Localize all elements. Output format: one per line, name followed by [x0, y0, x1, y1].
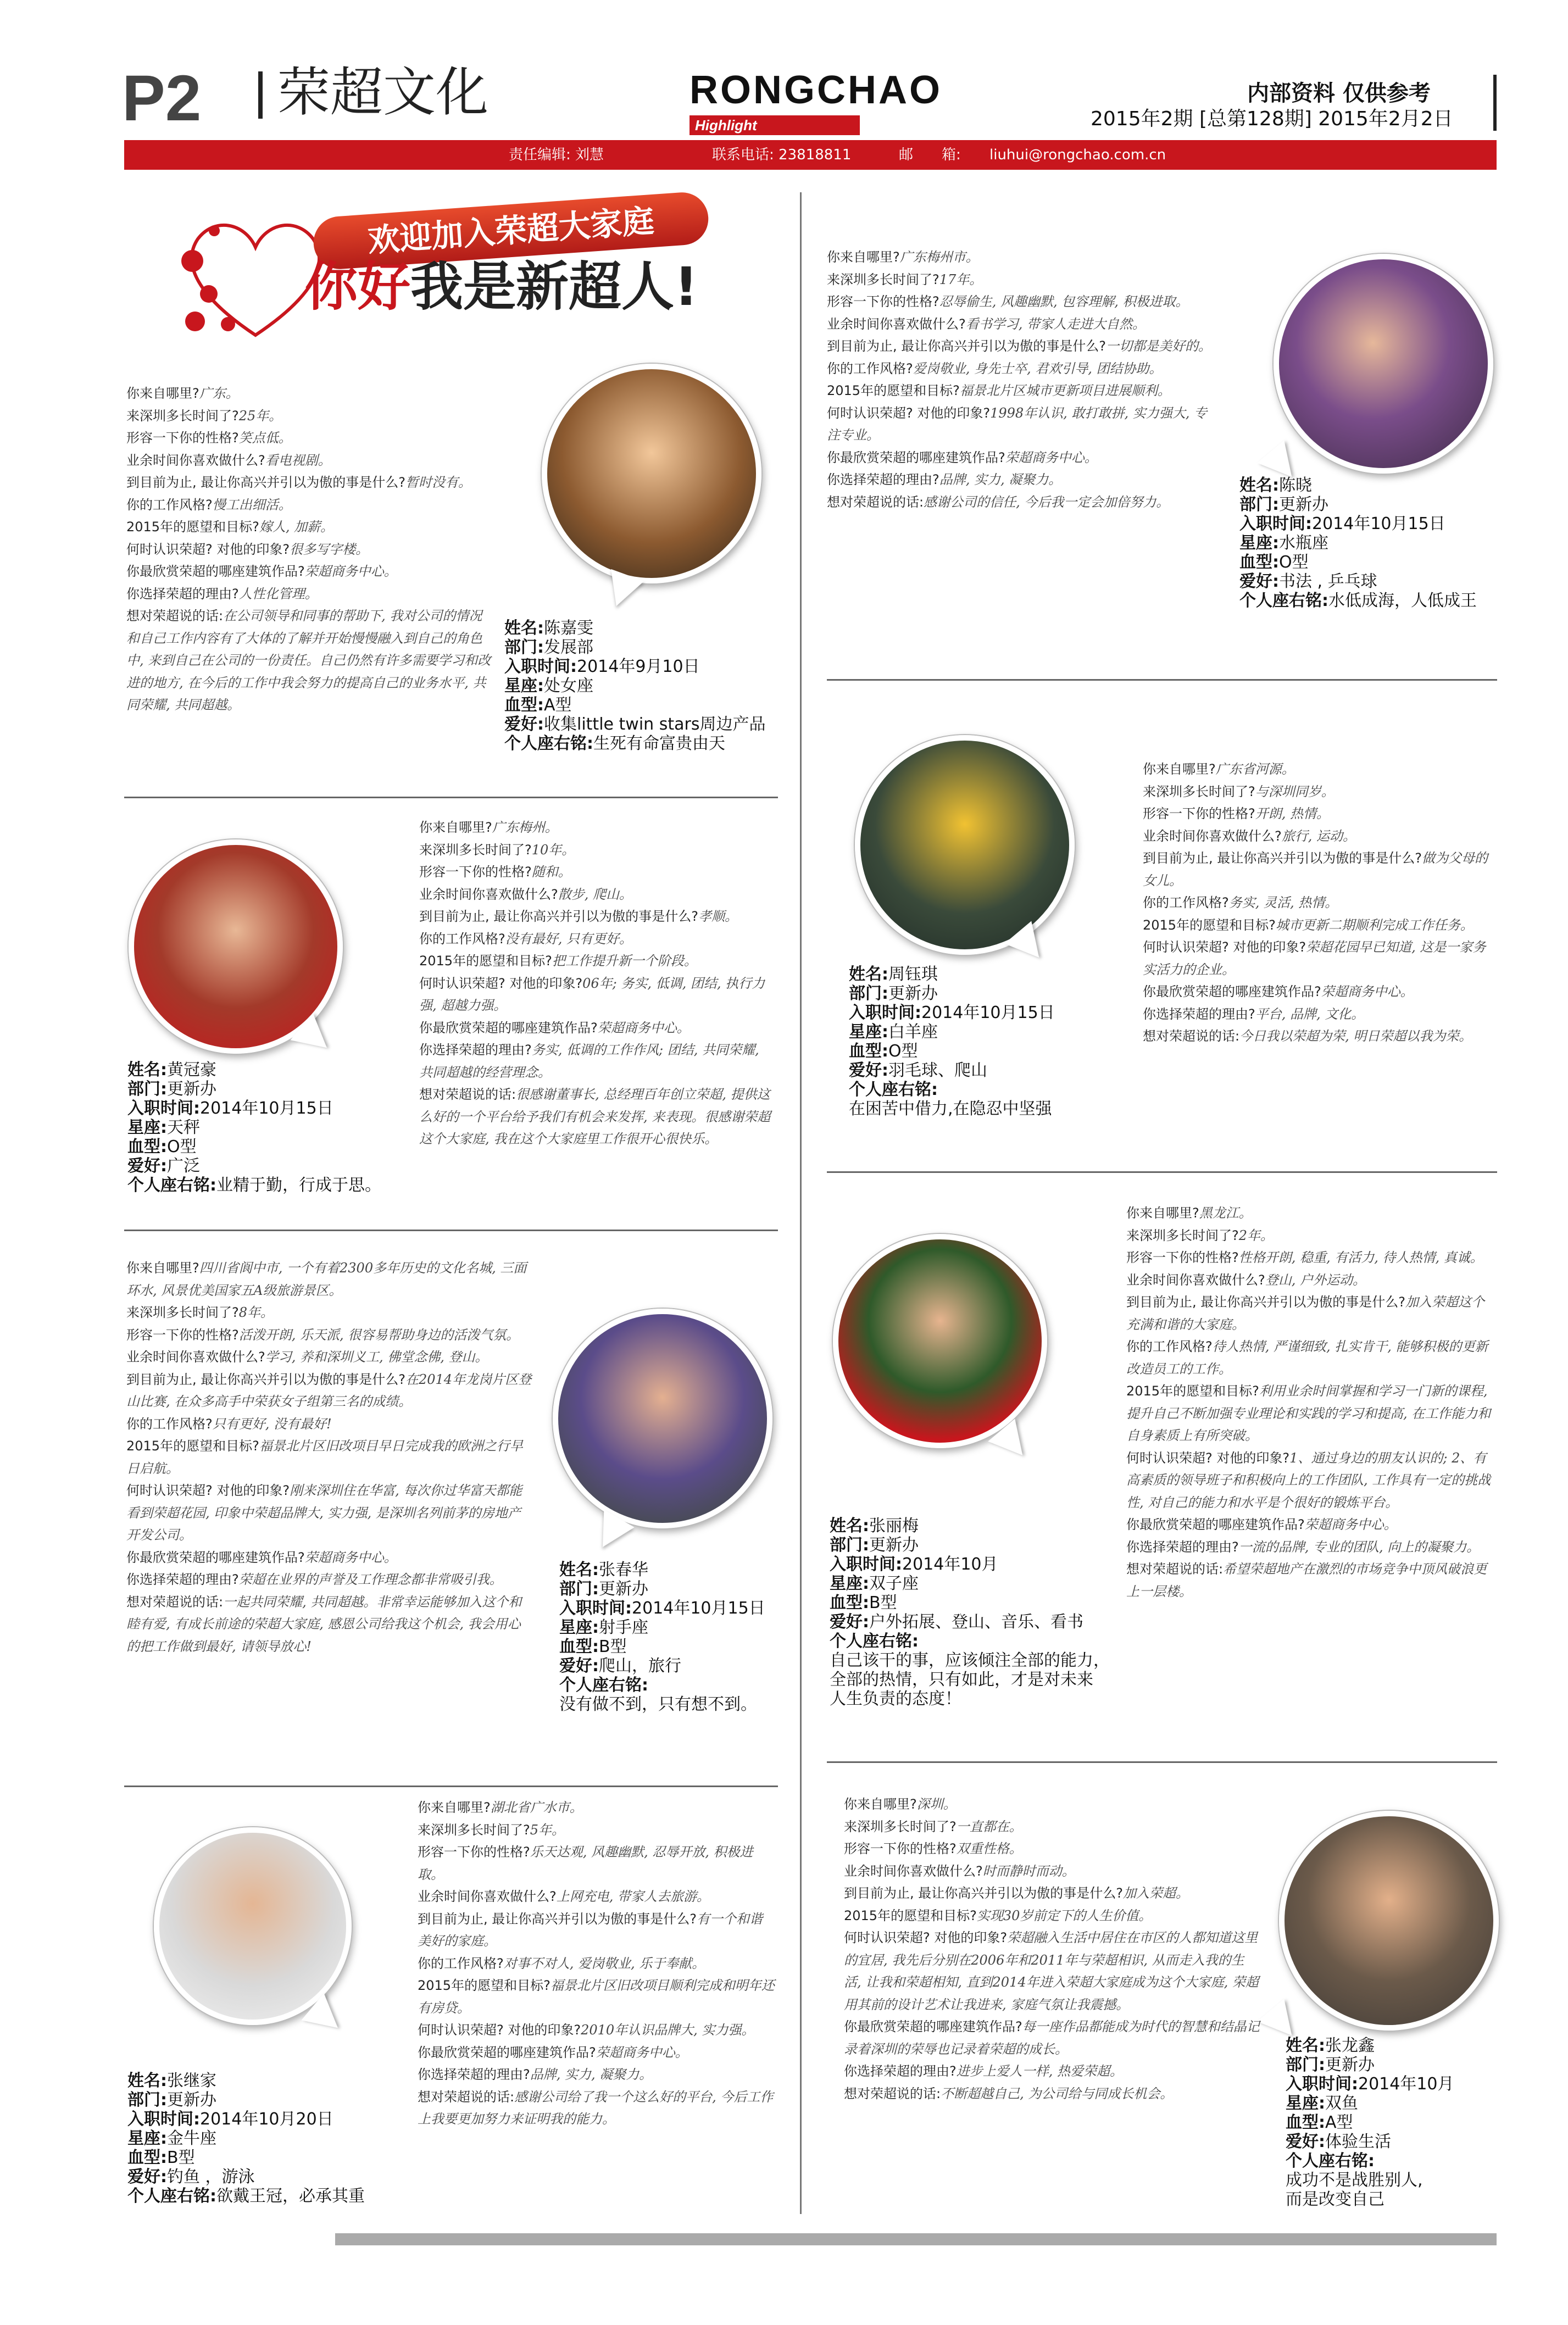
info-row: 姓名:张丽梅: [830, 1516, 919, 1536]
qa-item: 你的工作风格?只有更好, 没有最好!: [126, 1416, 332, 1432]
qa-item: 来深圳多长时间了?与深圳同岁。: [1143, 783, 1335, 799]
qa-item: 想对荣超说的话:很感谢董事长, 总经理百年创立荣超, 提供这么好的一个平台给予我们有机会来发挥, 来表现。很感谢荣超这个大家庭, 我在这个大家庭里工作很开心很快乐。: [419, 1087, 771, 1147]
info-row: 个人座右铭:欲戴王冠，必承其重: [127, 2187, 365, 2206]
info-row: 血型:B型: [830, 1593, 897, 1612]
headline-hello: 你好: [305, 256, 410, 318]
qa-item: 何时认识荣超? 对他的印象?很多写字楼。: [126, 541, 369, 557]
section-rule: [124, 1786, 778, 1787]
editor-label: 责任编辑: 刘慧: [509, 147, 604, 163]
info-row: 部门:更新办: [849, 984, 938, 1003]
mail-value: liuhui@rongchao.com.cn: [989, 147, 1166, 163]
qa-item: 来深圳多长时间了?5年。: [418, 1822, 565, 1838]
info-row: 入职时间:2014年10月15日: [849, 1003, 1055, 1022]
qa-item: 何时认识荣超? 对他的印象?刚来深圳住在华富, 每次你过华富天都能看到荣超花园, 印象中荣超品牌大, 实力强, 是深圳名列前茅的房地产开发公司。: [126, 1483, 522, 1543]
info-row: 成功不是战胜别人,: [1286, 2171, 1423, 2190]
info-row: 入职时间:2014年10月20日: [127, 2110, 333, 2129]
info-row: 星座:双子座: [830, 1574, 919, 1593]
qa-item: 你选择荣超的理由?人性化管理。: [126, 586, 318, 602]
qa-item: 你选择荣超的理由?进步上爱人一样, 热爱荣超。: [844, 2063, 1124, 2079]
profile-photo: [855, 735, 1075, 955]
qa-item: 你选择荣超的理由?务实, 低调的工作作风; 团结, 共同荣耀, 共同超越的经营理念。: [419, 1042, 759, 1080]
qa-item: 你最欣赏荣超的哪座建筑作品?荣超商务中心。: [1143, 984, 1414, 999]
info-row: 星座:处女座: [504, 676, 593, 696]
profile-photo: [553, 1309, 772, 1528]
info-row: 姓名:陈晓: [1239, 476, 1312, 495]
info-row: 部门:更新办: [1239, 495, 1328, 514]
qa-item: 来深圳多长时间了?17年。: [827, 271, 983, 287]
qa-item: 你最欣赏荣超的哪座建筑作品?荣超商务中心。: [418, 2044, 688, 2060]
info-row: 部门:更新办: [1286, 2055, 1375, 2074]
qa-item: 来深圳多长时间了?10年。: [419, 842, 575, 858]
info-row: 入职时间:2014年10月15日: [127, 1099, 333, 1118]
info-row: 没有做不到，只有想不到。: [559, 1695, 757, 1714]
qa-item: 你来自哪里?四川省阆中市, 一个有着2300多年历史的文化名城, 三面环水, 风景优美国家五A级旅游景区。: [126, 1260, 527, 1298]
qa-item: 形容一下你的性格?双重性格。: [844, 1841, 1022, 1856]
info-row: 爱好:广泛: [127, 1156, 200, 1176]
qa-item: 何时认识荣超? 对他的印象?2010年认识品牌大, 实力强。: [418, 2022, 755, 2038]
profile-info: [559, 1560, 790, 1714]
profile-qa: [419, 816, 776, 1150]
qa-item: 业余时间你喜欢做什么?时而静时而动。: [844, 1863, 1075, 1879]
qa-item: 形容一下你的性格?活泼开朗, 乐天派, 很容易帮助身边的活泼气氛。: [126, 1327, 520, 1343]
qa-item: 到目前为止, 最让你高兴并引以为傲的事是什么?做为父母的女儿。: [1143, 850, 1488, 888]
editor-bar: [124, 140, 1497, 170]
info-row: 姓名:黄冠豪: [127, 1060, 216, 1080]
qa-item: 形容一下你的性格?随和。: [419, 864, 571, 880]
qa-item: 业余时间你喜欢做什么?旅行, 运动。: [1143, 828, 1356, 844]
profile-photo: [542, 364, 761, 583]
info-row: 姓名:张春华: [559, 1560, 648, 1579]
qa-item: 2015年的愿望和目标?福景北片区旧改项目早日完成我的欧洲之行早日启航。: [126, 1438, 523, 1476]
qa-item: 你的工作风格?慢工出细活。: [126, 497, 292, 513]
profile-info: [830, 1516, 1121, 1709]
column-divider: [800, 192, 802, 2214]
qa-item: 来深圳多长时间了?2年。: [1126, 1227, 1274, 1243]
section-rule: [124, 1230, 778, 1231]
qa-item: 形容一下你的性格?忍辱偷生, 风趣幽默, 包容理解, 积极进取。: [827, 294, 1189, 309]
profile-photo: [1274, 254, 1493, 474]
qa-item: 你最欣赏荣超的哪座建筑作品?荣超商务中心。: [1126, 1517, 1397, 1532]
section-rule: [124, 797, 778, 798]
qa-item: 你选择荣超的理由?品牌, 实力, 凝聚力。: [418, 2067, 653, 2082]
qa-item: 到目前为止, 最让你高兴并引以为傲的事是什么?加入荣超。: [844, 1885, 1189, 1901]
profile-info: [127, 1060, 413, 1195]
info-row: 个人座右铭:: [830, 1632, 919, 1651]
info-row: 全部的热情，只有如此，才是对未来: [830, 1670, 1093, 1689]
info-row: 血型:O型: [1239, 553, 1309, 572]
qa-item: 何时认识荣超? 对他的印象?荣超融入生活中居住在市区的人都知道这里的宜居, 我先后分别在2006年和2011年与荣超相识, 从而走入我的生活, 让我和荣超相知, 直到2014年进入荣超大家庭成为这个大家庭, 荣超用其前的设计艺术让我进来, 家庭气氛让我震撼。: [844, 1930, 1259, 2012]
profile-photo: [1279, 1811, 1499, 2031]
info-row: 星座:白羊座: [849, 1022, 938, 1042]
info-row: 部门:更新办: [830, 1536, 919, 1555]
info-row: 姓名:张继家: [127, 2071, 216, 2090]
qa-item: 2015年的愿望和目标?城市更新二期顺利完成工作任务。: [1143, 917, 1474, 933]
qa-item: 想对荣超说的话:感谢公司的信任, 今后我一定会加倍努力。: [827, 494, 1170, 510]
qa-item: 你最欣赏荣超的哪座建筑作品?荣超商务中心。: [419, 1020, 690, 1036]
qa-item: 业余时间你喜欢做什么?学习, 养和深圳义工, 佛堂念佛, 登山。: [126, 1349, 488, 1365]
qa-item: 2015年的愿望和目标?福景北片区旧改项目顺利完成和明年还有房贷。: [418, 1978, 775, 2016]
qa-item: 你选择荣超的理由?荣超在业界的声誉及工作理念都非常吸引我。: [126, 1572, 503, 1587]
issue-info: 2015年2期 [总第128期] 2015年2月2日: [1091, 108, 1453, 130]
info-row: 个人座右铭:: [849, 1080, 938, 1099]
qa-item: 想对荣超说的话:一起共同荣耀, 共同超越。非常幸运能够加入这个和睦有爱, 有成长前途的荣超大家庭, 感恩公司给我这个机会, 我会用心的把工作做到最好, 请领导放心!: [126, 1594, 522, 1654]
qa-item: 2015年的愿望和目标?把工作提升新一个阶段。: [419, 953, 697, 969]
info-row: 在困苦中借力,在隐忍中坚强: [849, 1099, 1052, 1119]
profile-qa: [126, 1257, 533, 1657]
qa-item: 到目前为止, 最让你高兴并引以为傲的事是什么?加入荣超这个充满和谐的大家庭。: [1126, 1294, 1484, 1332]
qa-item: 到目前为止, 最让你高兴并引以为傲的事是什么?有一个和谐美好的家庭。: [418, 1911, 763, 1949]
qa-item: 你来自哪里?深圳。: [844, 1796, 957, 1812]
brand-subtitle: Highlight: [690, 115, 860, 135]
info-row: 爱好:羽毛球、爬山: [849, 1061, 987, 1080]
internal-notice: 内部资料 仅供参考: [1247, 81, 1431, 106]
profile-info: [849, 965, 1135, 1119]
info-row: 血型:O型: [849, 1042, 918, 1061]
info-row: 爱好:收集little twin stars周边产品: [504, 715, 766, 734]
profile-qa: [418, 1796, 775, 2131]
qa-item: 到目前为止, 最让你高兴并引以为傲的事是什么?暂时没有。: [126, 475, 471, 490]
info-row: 而是改变自己: [1286, 2190, 1384, 2209]
header-right-rule: [1493, 75, 1497, 131]
info-row: 入职时间:2014年10月15日: [559, 1599, 765, 1618]
info-row: 血型:O型: [127, 1137, 197, 1156]
qa-item: 你选择荣超的理由?一流的品牌, 专业的团队, 向上的凝聚力。: [1126, 1539, 1480, 1555]
info-row: 星座:水瓶座: [1239, 533, 1328, 553]
brand-logo: RONGCHAO: [690, 68, 942, 112]
info-row: 个人座右铭:业精于勤，行成于思。: [127, 1176, 381, 1195]
info-row: 入职时间:2014年9月10日: [504, 657, 700, 676]
info-row: 爱好:爬山，旅行: [559, 1656, 681, 1676]
profile-photo: [833, 1234, 1047, 1448]
qa-item: 你选择荣超的理由?平台, 品牌, 文化。: [1143, 1006, 1365, 1022]
info-row: 个人座右铭:生死有命富贵由天: [504, 734, 725, 753]
qa-item: 到目前为止, 最让你高兴并引以为傲的事是什么?在2014年龙岗片区登山比赛, 在众多高手中荣获女子组第三名的成绩。: [126, 1371, 532, 1409]
profile-info: [1286, 2036, 1494, 2209]
qa-item: 想对荣超说的话:今日我以荣超为荣, 明日荣超以我为荣。: [1143, 1028, 1472, 1044]
info-row: 爱好:书法 , 乒乓球: [1239, 572, 1377, 591]
info-row: 入职时间:2014年10月15日: [1239, 514, 1445, 533]
qa-item: 你最欣赏荣超的哪座建筑作品?荣超商务中心。: [827, 449, 1098, 465]
info-row: 血型:A型: [504, 696, 572, 715]
profile-info: [504, 619, 790, 753]
info-row: 星座:双鱼: [1286, 2094, 1358, 2113]
qa-item: 你的工作风格?对事不对人, 爱岗敬业, 乐于奉献。: [418, 1955, 705, 1971]
qa-item: 形容一下你的性格?性格开朗, 稳重, 有活力, 待人热情, 真诚。: [1126, 1250, 1483, 1265]
info-row: 个人座右铭:水低成海，人低成王: [1239, 591, 1477, 610]
profile-qa: [1126, 1202, 1494, 1603]
qa-item: 你的工作风格?没有最好, 只有更好。: [419, 931, 633, 947]
qa-item: 形容一下你的性格?乐天达观, 风趣幽默, 忍辱开放, 积极进取。: [418, 1844, 753, 1882]
profile-info: [127, 2071, 413, 2206]
info-row: 部门:发展部: [504, 638, 593, 657]
qa-item: 何时认识荣超? 对他的印象?06年; 务实, 低调, 团结, 执行力强, 超越力强。: [419, 975, 765, 1013]
qa-item: 2015年的愿望和目标?利用业余时间掌握和学习一门新的课程, 提升自己不断加强专业理论和实践的学习和提高, 在工作能力和自身素质上有所突破。: [1126, 1383, 1491, 1443]
qa-item: 你的工作风格?待人热情, 严谨细致, 扎实肯干, 能够积极的更新改造员工的工作。: [1126, 1339, 1488, 1377]
info-row: 血型:A型: [1286, 2113, 1353, 2132]
qa-item: 来深圳多长时间了?一直都在。: [844, 1818, 1022, 1834]
qa-item: 2015年的愿望和目标?嫁人, 加薪。: [126, 519, 334, 535]
qa-item: 来深圳多长时间了?8年。: [126, 1305, 274, 1320]
phone-label: 联系电话: 23818811: [712, 147, 852, 163]
page-number: P2: [122, 62, 202, 135]
welcome-headline: [305, 258, 698, 316]
qa-item: 想对荣超说的话:在公司领导和同事的帮助下, 我对公司的情况和自己工作内容有了大体的了解并开始慢慢融入到自己的角色中, 来到自己在公司的一份责任。自己仍然有许多需要学习和改进的地方, 在今后的工作中我会努力的提高自己的业务水平, 共同荣耀, 共同超越。: [126, 608, 491, 713]
info-row: 部门:更新办: [127, 1080, 216, 1099]
profile-qa: [1143, 758, 1494, 1048]
profile-qa: [844, 1793, 1261, 2105]
header-divider: [258, 71, 263, 119]
info-row: 星座:射手座: [559, 1618, 648, 1637]
info-row: 血型:B型: [127, 2148, 195, 2167]
qa-item: 你最欣赏荣超的哪座建筑作品?荣超商务中心。: [126, 1549, 397, 1565]
qa-item: 你来自哪里?广东梅州。: [419, 820, 558, 835]
qa-item: 你的工作风格?爱岗敬业, 身先士卒, 君欢引导, 团结协助。: [827, 360, 1163, 376]
qa-item: 业余时间你喜欢做什么?上网充电, 带家人去旅游。: [418, 1889, 710, 1904]
qa-item: 你来自哪里?湖北省广水市。: [418, 1800, 583, 1815]
info-row: 血型:B型: [559, 1637, 627, 1656]
qa-item: 形容一下你的性格?笑点低。: [126, 430, 292, 446]
info-row: 自己该干的事，应该倾注全部的能力，: [830, 1651, 1110, 1670]
qa-item: 你最欣赏荣超的哪座建筑作品?荣超商务中心。: [126, 564, 397, 579]
info-row: 星座:天秤: [127, 1118, 200, 1137]
qa-item: 业余时间你喜欢做什么?登山, 户外运动。: [1126, 1272, 1366, 1288]
qa-item: 何时认识荣超? 对他的印象?荣超花园早已知道, 这是一家务实活力的企业。: [1143, 939, 1486, 977]
qa-item: 2015年的愿望和目标?实现30岁前定下的人生价值。: [844, 1907, 1152, 1923]
info-row: 个人座右铭:: [1286, 2151, 1375, 2171]
qa-item: 2015年的愿望和目标?福景北片区城市更新项目进展顺利。: [827, 383, 1171, 398]
info-row: 爱好:钓鱼 ，游泳: [127, 2167, 255, 2187]
profile-qa: [827, 246, 1217, 513]
qa-item: 你来自哪里?广东省河源。: [1143, 761, 1295, 777]
info-row: 爱好:体验生活: [1286, 2132, 1391, 2151]
welcome-banner: 欢迎加入荣超大家庭: [312, 191, 710, 271]
qa-item: 来深圳多长时间了?25年。: [126, 408, 282, 424]
qa-item: 业余时间你喜欢做什么?散步, 爬山。: [419, 886, 633, 902]
qa-item: 你选择荣超的理由?品牌, 实力, 凝聚力。: [827, 472, 1062, 487]
info-row: 人生负责的态度！: [830, 1689, 961, 1709]
info-row: 入职时间:2014年10月: [830, 1555, 998, 1574]
section-rule: [827, 1761, 1497, 1763]
profile-qa: [126, 382, 492, 716]
qa-item: 你来自哪里?广东梅州市。: [827, 249, 979, 265]
section-title: 荣超文化: [277, 62, 488, 123]
info-row: 姓名:陈嘉雯: [504, 619, 593, 638]
qa-item: 想对荣超说的话:感谢公司给了我一个这么好的平台, 今后工作上我要更加努力来证明我的能力。: [418, 2089, 774, 2127]
qa-item: 业余时间你喜欢做什么?看书学习, 带家人走进大自然。: [827, 316, 1146, 332]
section-rule: [827, 1171, 1497, 1173]
qa-item: 想对荣超说的话:不断超越自己, 为公司给与同成长机会。: [844, 2085, 1174, 2101]
mail-label: 邮 箱:: [899, 147, 961, 163]
info-row: 星座:金牛座: [127, 2129, 216, 2148]
info-row: 部门:更新办: [127, 2090, 216, 2110]
info-row: 入职时间:2014年10月: [1286, 2074, 1454, 2094]
info-row: 部门:更新办: [559, 1579, 648, 1599]
qa-item: 业余时间你喜欢做什么?看电视剧。: [126, 452, 331, 468]
qa-item: 你的工作风格?务实, 灵活, 热情。: [1143, 895, 1338, 910]
qa-item: 形容一下你的性格?开朗, 热情。: [1143, 806, 1330, 821]
info-row: 姓名:周钰琪: [849, 965, 938, 984]
qa-item: 想对荣超说的话:希望荣超地产在激烈的市场竞争中顶风破浪更上一层楼。: [1126, 1561, 1487, 1599]
qa-item: 到目前为止, 最让你高兴并引以为傲的事是什么?一切都是美好的。: [827, 338, 1211, 354]
qa-item: 何时认识荣超? 对他的印象?1、通过身边的朋友认识的; 2、有高素质的领导班子和积极向上的工作团队, 工作具有一定的挑战性, 对自己的能力和水平是个很好的锻炼平台。: [1126, 1450, 1491, 1510]
qa-item: 你最欣赏荣超的哪座建筑作品?每一座作品都能成为时代的智慧和结晶记录着深圳的荣辱也记录着荣超的成长。: [844, 2019, 1260, 2057]
qa-item: 你来自哪里?黑龙江。: [1126, 1205, 1252, 1221]
qa-item: 到目前为止, 最让你高兴并引以为傲的事是什么?孝顺。: [419, 909, 738, 924]
footer-bar: [335, 2233, 1497, 2245]
headline-new: 我是新超人!: [410, 256, 698, 318]
info-row: 姓名:张龙鑫: [1286, 2036, 1375, 2055]
qa-item: 你来自哪里?广东。: [126, 386, 239, 401]
info-row: 个人座右铭:: [559, 1676, 648, 1695]
qa-item: 何时认识荣超? 对他的印象?1998年认识, 敢打敢拼, 实力强大, 专注专业。: [827, 405, 1207, 443]
info-row: 爱好:户外拓展、登山、音乐、看书: [830, 1612, 1083, 1632]
section-rule: [827, 679, 1497, 681]
profile-info: [1239, 476, 1498, 610]
